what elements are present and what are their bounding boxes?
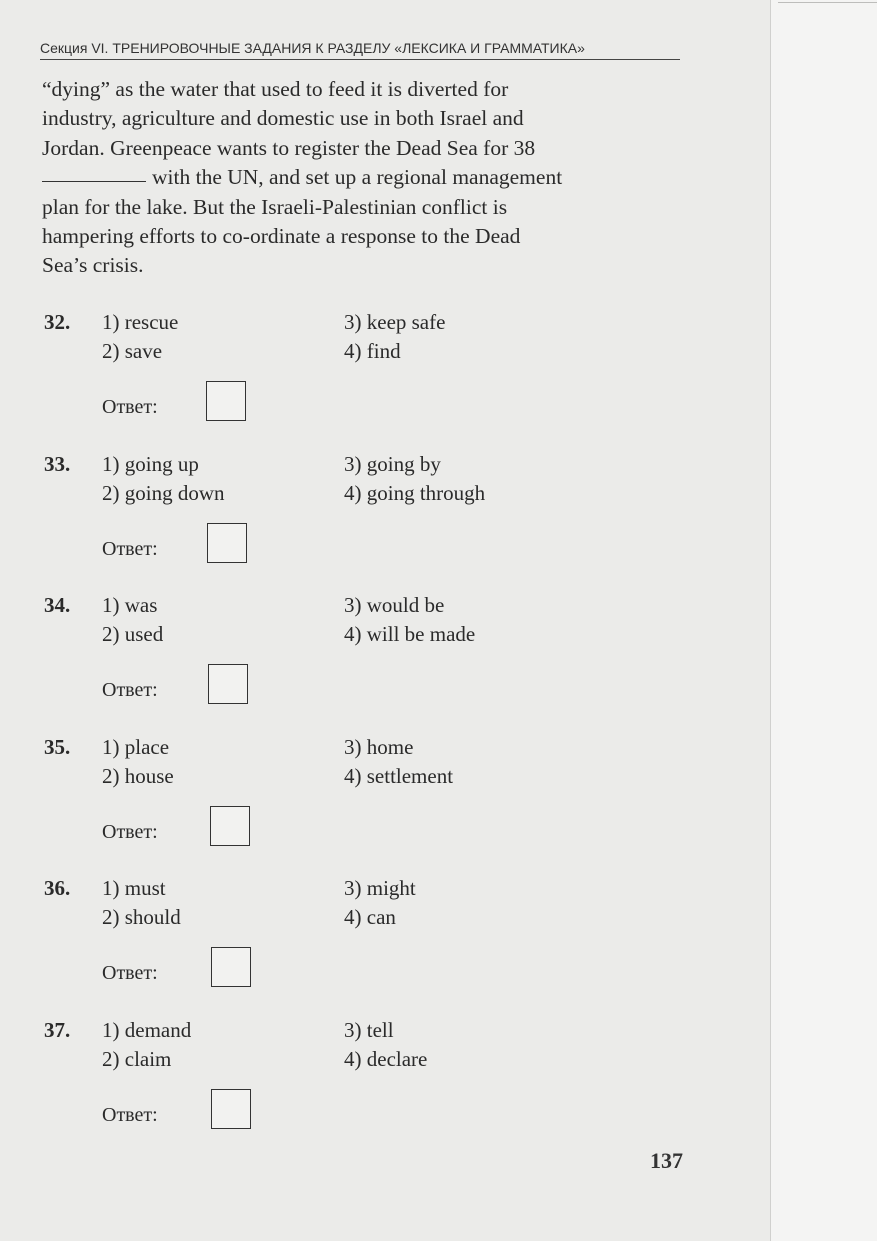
answer-box[interactable] [207, 523, 247, 563]
option-2: 2) claim [102, 1047, 172, 1071]
option-3: 3) would be [344, 593, 445, 617]
question-number: 33. [44, 452, 71, 476]
answer-box[interactable] [211, 1089, 251, 1129]
option-2: 2) going down [102, 481, 225, 505]
passage-line-text: Jordan. Greenpeace wants to register the Dead Sea for 38 [42, 135, 536, 160]
option-4: 4) settlement [344, 764, 454, 788]
passage-line-text: Sea’s crisis. [42, 253, 144, 278]
option-2: 2) house [102, 764, 174, 788]
answer-box[interactable] [210, 806, 250, 846]
answer-label: Ответ: [102, 1104, 158, 1126]
question-number: 37. [44, 1018, 71, 1042]
option-1: 1) rescue [102, 310, 179, 334]
passage-line [42, 104, 682, 133]
answer-box[interactable] [208, 664, 248, 704]
option-3: 3) tell [344, 1018, 394, 1042]
passage-line-text: plan for the lake. But the Israeli-Palestinian conflict is [42, 194, 508, 219]
option-1: 1) going up [102, 452, 199, 476]
option-2: 2) should [102, 905, 181, 929]
option-1: 1) must [102, 876, 166, 900]
option-2: 2) save [102, 339, 163, 363]
option-4: 4) find [344, 339, 401, 363]
scan-edge-line [778, 2, 877, 3]
passage-line-text: industry, agriculture and domestic use in both Israel and [42, 106, 524, 131]
passage-line [42, 222, 682, 251]
passage-line [42, 163, 682, 192]
answer-box[interactable] [211, 947, 251, 987]
option-4: 4) going through [344, 481, 486, 505]
passage-line [42, 134, 682, 163]
option-3: 3) going by [344, 452, 441, 476]
option-4: 4) will be made [344, 622, 476, 646]
option-3: 3) might [344, 876, 416, 900]
option-1: 1) place [102, 735, 170, 759]
section-header: Секция VI. ТРЕНИРОВОЧНЫЕ ЗАДАНИЯ К РАЗДЕЛУ «ЛЕКСИКА И ГРАММАТИКА» [40, 40, 680, 60]
passage-line [42, 193, 682, 222]
option-3: 3) keep safe [344, 310, 446, 334]
scan-margin [771, 0, 877, 1241]
question-number: 32. [44, 310, 71, 334]
answer-label: Ответ: [102, 538, 158, 560]
passage-line-text: “dying” as the water that used to feed it is diverted for [42, 77, 509, 101]
option-1: 1) was [102, 593, 158, 617]
question-number: 36. [44, 876, 71, 900]
gap-blank [42, 163, 146, 182]
passage-line-text: with the UN, and set up a regional management [152, 165, 563, 190]
answer-label: Ответ: [102, 962, 158, 984]
page-number: 137 [650, 1148, 683, 1173]
option-2: 2) used [102, 622, 164, 646]
passage-line [42, 75, 682, 104]
passage-text [42, 75, 682, 281]
answer-label: Ответ: [102, 679, 158, 701]
question-number: 34. [44, 593, 71, 617]
question-number: 35. [44, 735, 71, 759]
passage-line [42, 251, 682, 280]
answer-box[interactable] [206, 381, 246, 421]
option-4: 4) can [344, 905, 396, 929]
passage-line-text: hampering efforts to co-ordinate a response to the Dead [42, 224, 521, 249]
option-3: 3) home [344, 735, 414, 759]
option-1: 1) demand [102, 1018, 192, 1042]
option-4: 4) declare [344, 1047, 428, 1071]
answer-label: Ответ: [102, 821, 158, 843]
answer-label: Ответ: [102, 396, 158, 418]
